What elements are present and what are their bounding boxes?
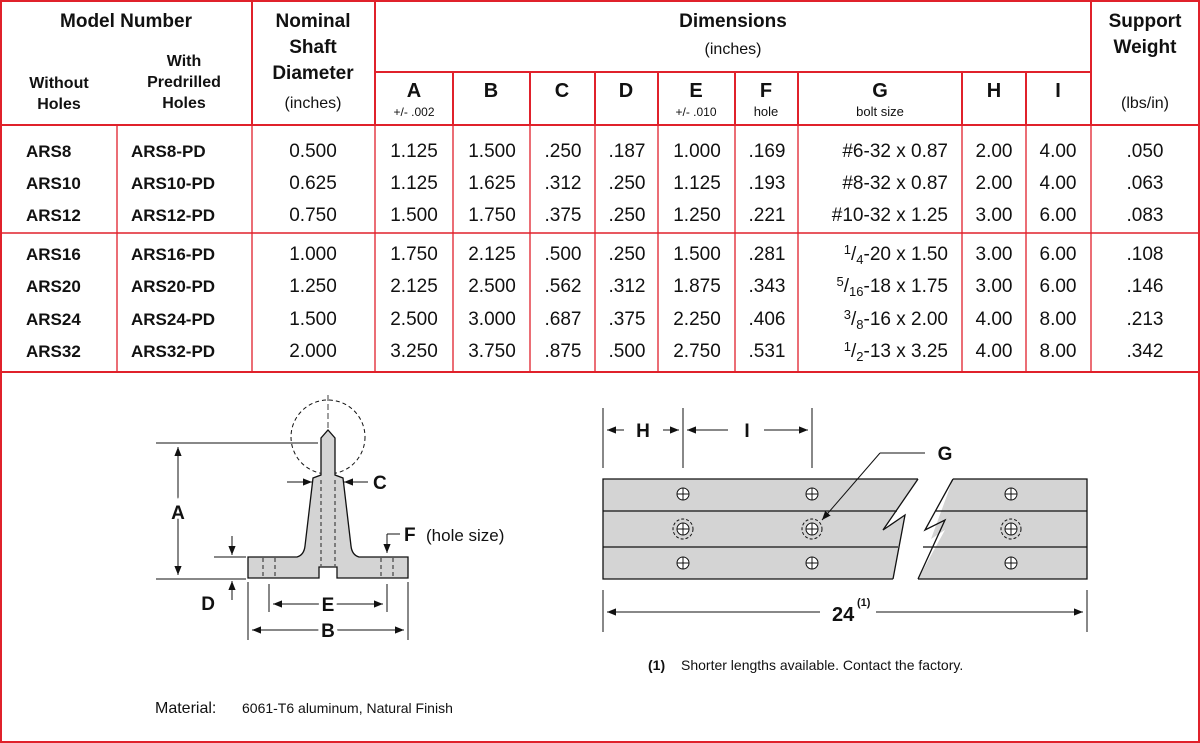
cell-e: 1.000 [673,141,721,162]
cell-c: .500 [544,244,582,265]
cell-h: 3.00 [975,276,1013,297]
cell-b: 3.000 [468,309,516,330]
header-dimensions-units: (inches) [704,41,762,58]
cell-a: 2.500 [390,309,438,330]
cell-shaft: 0.625 [289,173,337,194]
col-a-tolerance: +/- .002 [393,105,435,119]
header-dimensions: Dimensions [679,11,787,32]
cell-shaft: 1.250 [289,276,337,297]
col-e-letter: E [689,80,703,102]
cell-e: 1.250 [673,205,721,226]
col-b-letter: B [483,80,499,102]
cell-weight: .342 [1126,341,1164,362]
dim-f [387,534,400,553]
cell-i: 6.00 [1039,205,1077,226]
header-support-units: (lbs/in) [1120,95,1170,112]
hole-top-2 [806,488,818,500]
header-with-holes: With [166,53,202,70]
cell-shaft: 1.000 [289,244,337,265]
cell-f: .193 [748,173,786,194]
col-e-tolerance: +/- .010 [675,105,717,119]
material-text: 6061-T6 aluminum, Natural Finish [242,700,453,716]
cell-weight: .050 [1126,141,1164,162]
hole-top-1 [677,488,689,500]
label-h: H [636,421,650,442]
hole-bottom-3 [1005,557,1017,569]
cell-h: 4.00 [975,309,1013,330]
cell-b: 2.125 [468,244,516,265]
rail-profile [248,430,408,578]
cell-c: .312 [544,173,582,194]
cell-h: 3.00 [975,244,1013,265]
label-g: G [937,444,953,465]
dim-h-i [603,408,812,468]
cell-b: 1.625 [468,173,516,194]
cell-g: #6-32 x 0.87 [842,141,948,162]
cell-c: .562 [544,276,582,297]
label-f-note: (hole size) [426,526,505,545]
cell-weight: .063 [1126,173,1164,194]
cell-b: 1.500 [468,141,516,162]
cell-c: .875 [544,341,582,362]
cell-shaft: 0.750 [289,205,337,226]
cell-g: $^3/_8-16$ x 2.00 [843,307,948,332]
dim-d [214,536,246,600]
cell-weight: .213 [1126,309,1164,330]
cell-weight: .146 [1126,276,1164,297]
cell-i: 4.00 [1039,141,1077,162]
cell-d: .312 [608,276,646,297]
cell-a: 1.125 [390,173,438,194]
header-shaft-3: Diameter [272,63,354,84]
cell-b: 3.750 [468,341,516,362]
cell-d: .500 [608,341,646,362]
cell-model: ARS32 [26,342,81,361]
col-f-sub: hole [753,104,779,119]
cell-f: .221 [748,205,786,226]
cell-d: .250 [608,173,646,194]
table-header [29,11,1182,119]
cell-shaft: 0.500 [289,141,337,162]
cell-e: 2.250 [673,309,721,330]
cell-model: ARS8 [26,142,72,161]
cell-i: 8.00 [1039,309,1077,330]
cell-a: 1.750 [390,244,438,265]
col-d-letter: D [618,80,634,102]
cell-g: $^1/_2-13$ x 3.25 [843,339,948,364]
rail-right-fill [918,479,1087,579]
cell-shaft: 1.500 [289,309,337,330]
footnote-text: Shorter lengths available. Contact the factory. [681,657,964,673]
cell-model-pd: ARS32-PD [131,342,216,361]
cell-shaft: 2.000 [289,341,337,362]
plan-view-drawing [603,408,1087,673]
hole-bottom-1 [677,557,689,569]
cell-f: .281 [748,244,786,265]
footnote-ref: (1) [648,657,666,673]
cross-section-drawing [156,395,504,642]
cell-model: ARS20 [26,277,81,296]
header-with-holes-3: Holes [162,95,206,112]
header-without-holes-2: Holes [37,96,81,113]
cell-model-pd: ARS12-PD [131,206,216,225]
cell-b: 1.750 [468,205,516,226]
label-length: 24 [832,604,855,626]
header-model-number: Model Number [60,11,192,32]
header-support-weight-2: Weight [1113,37,1177,58]
cell-model-pd: ARS24-PD [131,310,216,329]
material-label: Material: [155,700,217,717]
cell-f: .343 [748,276,786,297]
label-f: F [404,525,416,546]
cell-e: 1.500 [673,244,721,265]
cell-f: .406 [748,309,786,330]
cell-model-pd: ARS8-PD [131,142,206,161]
hole-top-3 [1005,488,1017,500]
cell-a: 3.250 [390,341,438,362]
label-c: C [373,473,387,494]
label-d: D [201,594,215,615]
cell-d: .250 [608,244,646,265]
cell-i: 4.00 [1039,173,1077,194]
cell-a: 2.125 [390,276,438,297]
cell-g: #10-32 x 1.25 [831,205,948,226]
cell-c: .250 [544,141,582,162]
hole-bottom-2 [806,557,818,569]
label-e: E [321,595,335,616]
col-h-letter: H [986,80,1002,102]
cell-f: .531 [748,341,786,362]
label-length-ref: (1) [857,597,871,609]
cell-weight: .108 [1126,244,1164,265]
label-a: A [171,503,185,524]
cell-model: ARS16 [26,245,81,264]
col-c-letter: C [554,80,570,102]
header-shaft-2: Shaft [289,37,337,58]
cell-h: 2.00 [975,173,1013,194]
cell-model: ARS24 [26,310,81,329]
cell-i: 8.00 [1039,341,1077,362]
header-without-holes: Without [29,75,89,92]
cell-a: 1.500 [390,205,438,226]
col-g-sub: bolt size [856,104,904,119]
cell-b: 2.500 [468,276,516,297]
cell-model: ARS10 [26,174,81,193]
cell-i: 6.00 [1039,244,1077,265]
rail-left-fill [603,479,918,579]
col-f-letter: F [759,80,773,102]
cell-d: .375 [608,309,646,330]
col-g-letter: G [872,80,888,102]
cell-i: 6.00 [1039,276,1077,297]
col-a-letter: A [406,80,422,102]
cell-g: $^1/_4-20$ x 1.50 [843,242,948,267]
cell-model-pd: ARS20-PD [131,277,216,296]
cell-c: .375 [544,205,582,226]
header-support-weight: Support [1108,11,1182,32]
col-i-letter: I [1055,80,1061,102]
cell-h: 4.00 [975,341,1013,362]
cell-model: ARS12 [26,206,81,225]
cell-f: .169 [748,141,786,162]
cell-g: #8-32 x 0.87 [842,173,948,194]
header-with-holes-2: Predrilled [147,74,221,91]
table-frame [1,1,1199,742]
cell-d: .250 [608,205,646,226]
cell-d: .187 [608,141,646,162]
cell-model-pd: ARS10-PD [131,174,216,193]
cell-a: 1.125 [390,141,438,162]
cell-weight: .083 [1126,205,1164,226]
label-b: B [321,621,335,642]
cell-g: $^5/_{16}-18$ x 1.75 [836,274,948,299]
cell-e: 1.125 [673,173,721,194]
header-shaft: Nominal [275,11,351,32]
cell-e: 1.875 [673,276,721,297]
cell-c: .687 [544,309,582,330]
dimension-column-headers [393,80,1060,119]
cell-e: 2.750 [673,341,721,362]
header-shaft-units: (inches) [284,95,342,112]
cell-h: 3.00 [975,205,1013,226]
cell-h: 2.00 [975,141,1013,162]
label-i: I [744,421,750,442]
cell-model-pd: ARS16-PD [131,245,216,264]
